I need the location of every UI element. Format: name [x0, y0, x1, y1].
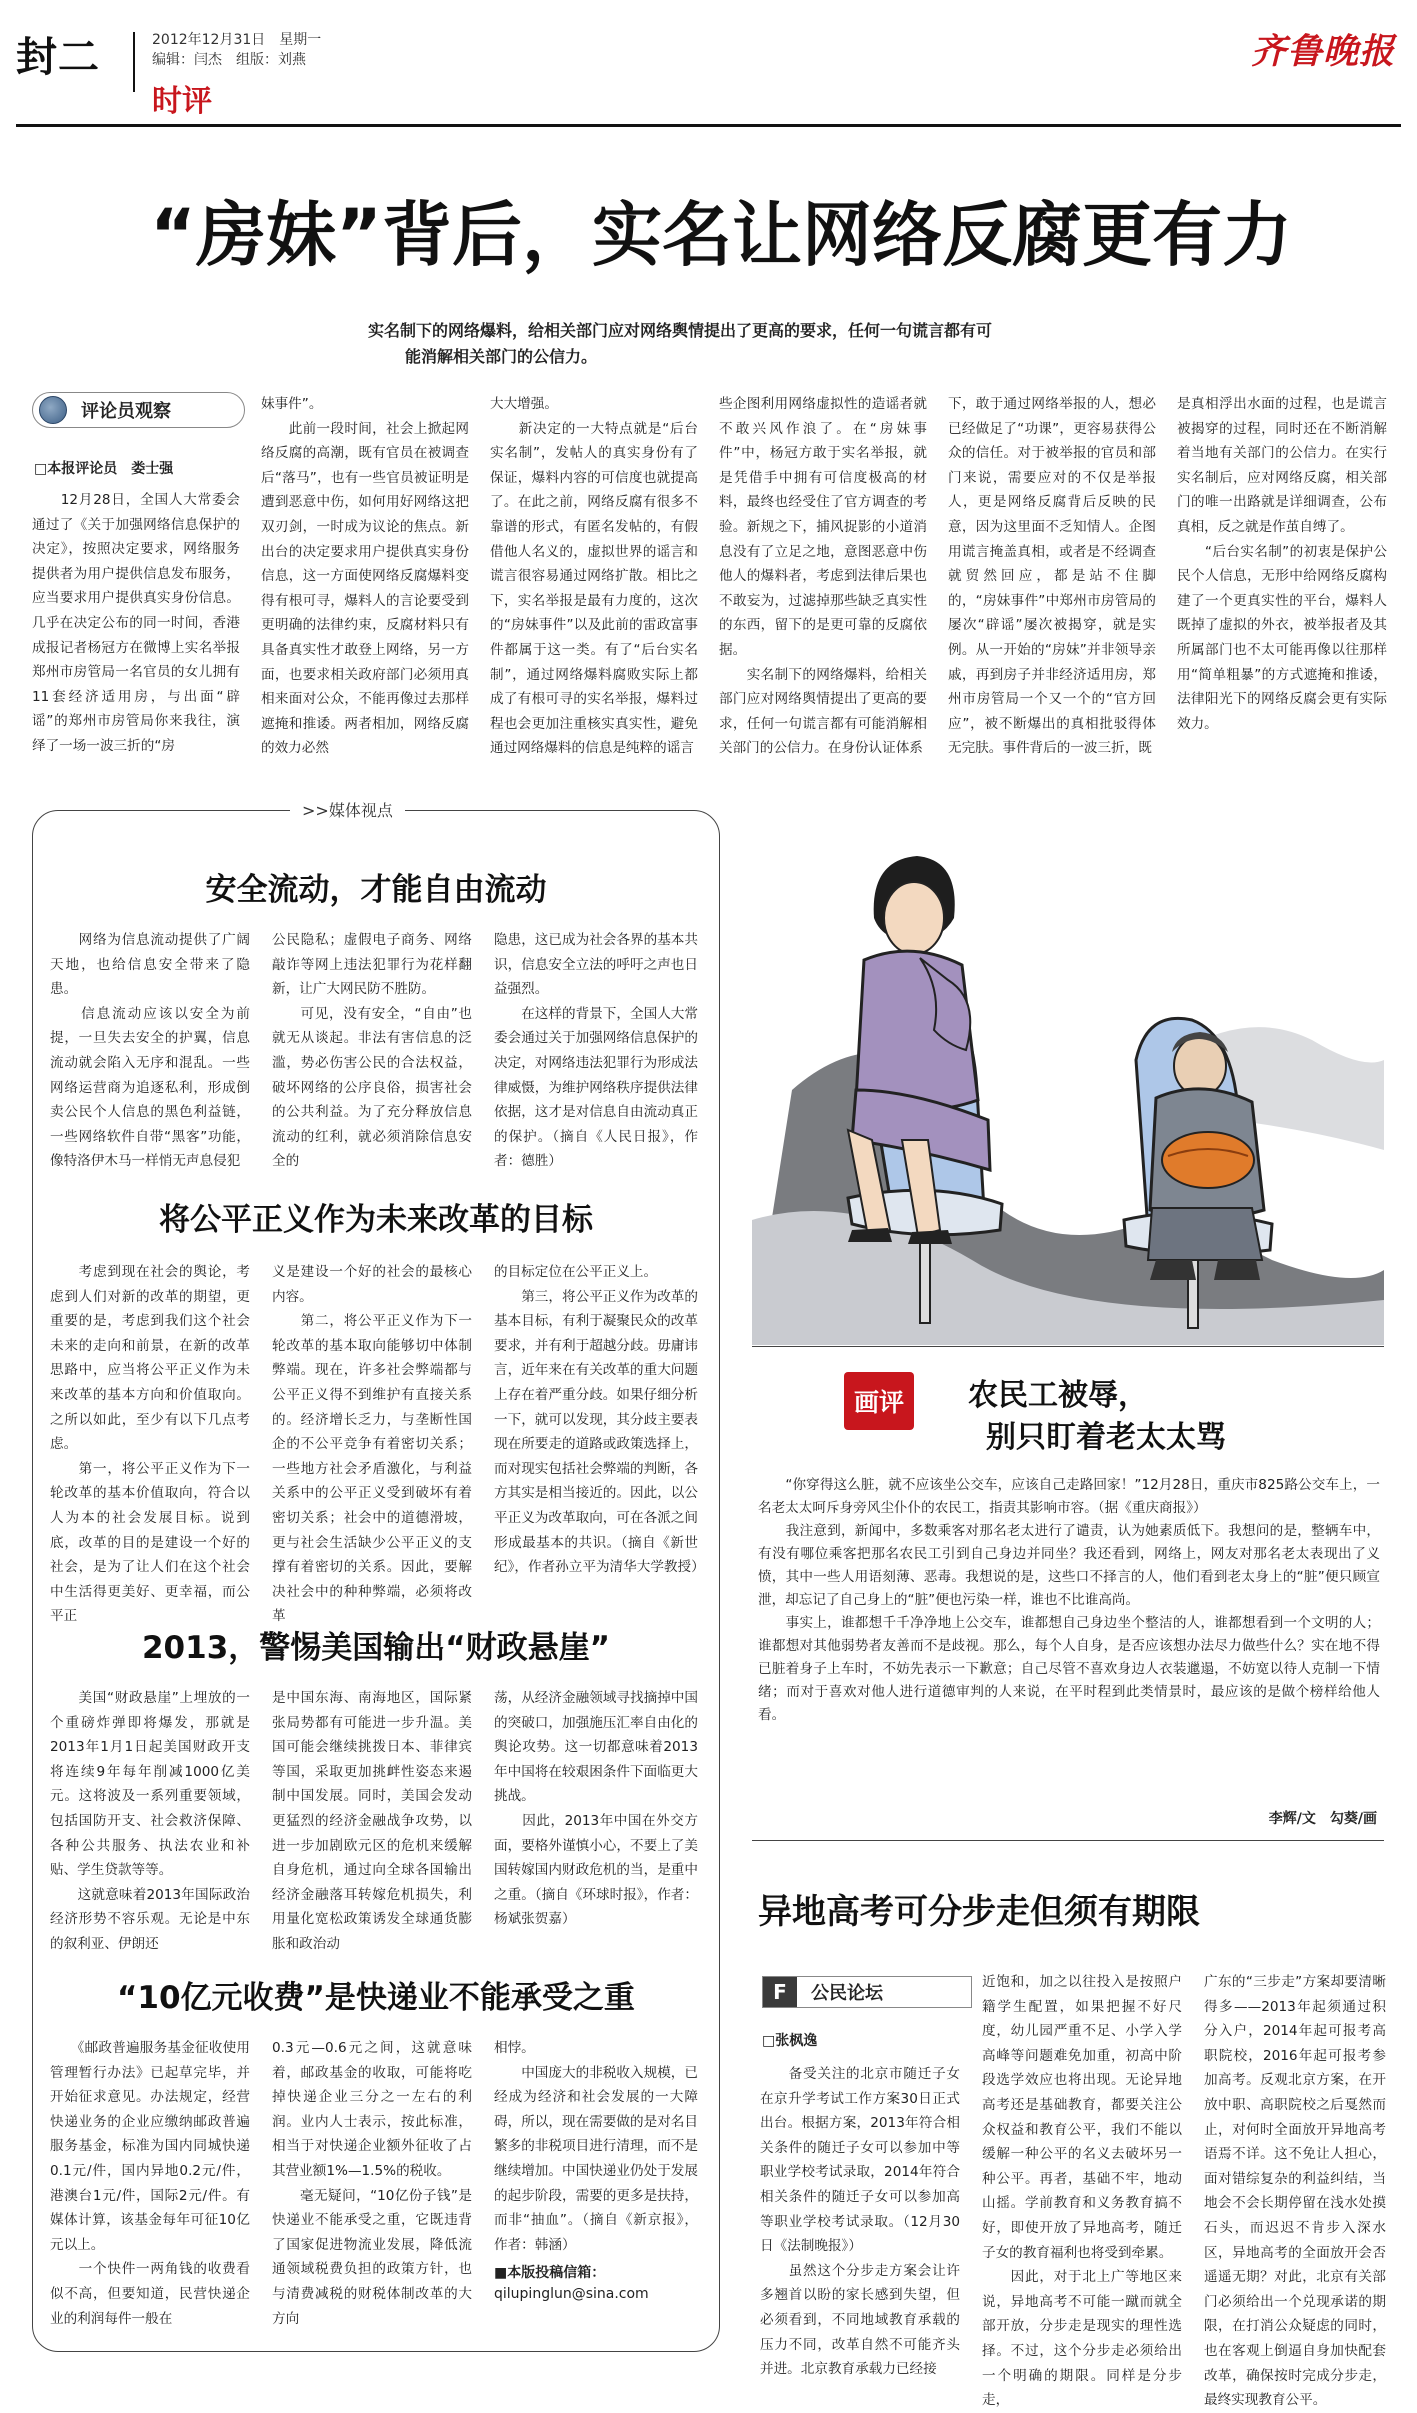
gaokao-col-1: 备受关注的北京市随迁子女在京升学考试工作方案30日正式出台。根据方案，2013年符合相关条件的随迁子女可以参加中等职业学校考试录取，2014年符合相关条件的随迁子女可以参加高等职业学校考试录取。（12月30日《法制晚报》） 虽然这个分步走方案会让许多翘首以盼的家长感到失望，但必须看到，不同地域教育承载的压力不同，改革自然不可能齐头并进。北京教育承载力已经接 — [760, 2066, 960, 2378]
contact-label: ■本版投稿信箱： — [494, 2265, 606, 2281]
article-2-col-1: 考虑到现在社会的舆论，考虑到人们对新的改革的期望，更重要的是，考虑到我们这个社会未来的走向和前景，在新的改革思路中，应当将公平正义作为未来改革的基本方向和价值取向。之所以如此，至少有以下几点考虑。 第一，将公平正义作为下一轮改革的基本价值取向，符合以人为本的社会发展目标。说到底，改革的目的是建设一个好的社会，是为了让人们在这个社会中生活得更美好、更幸福，而公平正 — [50, 1264, 250, 1625]
media-viewpoint-label: >>媒体视点 — [290, 800, 405, 822]
cartoon-title-line2: 别只盯着老太太骂 — [986, 1420, 1226, 1455]
forum-badge — [762, 1976, 972, 2008]
article-4-col-3: 相悖。 中国庞大的非税收入规模，已经成为经济和社会发展的一大障碍，所以，现在需要做的是对名目繁多的非税项目进行清理，而不是继续增加。中国快递业仍处于发展的起步阶段，需要的更多是扶持，而非“抽血”。（摘自《新京报》，作者：韩涵） — [494, 2040, 698, 2253]
article-3-col-2: 是中国东海、南海地区，国际紧张局势都有可能进一步升温。美国可能会继续挑拨日本、菲律宾等国，采取更加挑衅性姿态来遏制中国发展。同时，美国会发动更猛烈的经济金融战争攻势，以进一步加剧欧元区的危机来缓解自身危机，通过向全球各国输出经济金融落耳转嫁危机损失，利用量化宽松政策诱发全球通货膨胀和政治动 — [272, 1690, 472, 1952]
reviewer-badge-label: 评论员观察 — [81, 401, 171, 422]
globe-icon — [39, 396, 67, 424]
forum-badge-label: 公民论坛 — [811, 1983, 883, 2004]
article-2-col-3: 的目标定位在公平正义上。 第三，将公平正义作为改革的基本目标，有利于凝聚民众的改革要求，并有利于超越分歧。毋庸讳言，近年来在有关改革的重大问题上存在着严重分歧。如果仔细分析一下，就可以发现，其分歧主要表现在所要走的道路或政策选择上，而对现实包括社会弊端的判断，各方其实是相当接近的。因此，以公平正义为改革取向，可在各派之间形成最基本的共识。（摘自《新世纪》，作者孙立平为清华大学教授） — [494, 1264, 705, 1576]
article-2-title: 将公平正义作为未来改革的目标 — [159, 1202, 593, 1238]
main-col-2: 妹事件”。 此前一段时间，社会上掀起网络反腐的高潮，既有官员在被调查后“落马”，也有一些官员被证明是遭到恶意中伤，如何用好网络这把双刃剑，一时成为议论的焦点。新出台的决定要求用户提供真实身份信息，这一方面使网络反腐爆料变得有根可寻，爆料人的言论要受到更明确的法律约束，反腐材料只有具备真实性才敢登上网络，另一方面，也要求相关政府部门必须用真相来面对公众，不能再像过去那样遮掩和推诿。两者相加，网络反腐的效力必然 — [261, 396, 469, 757]
contact-email[interactable]: qilupinglun@sina.com — [494, 2286, 649, 2302]
cartoon-bottom-rule — [752, 1346, 1384, 1347]
reviewer-badge — [32, 392, 245, 428]
article-2-col-2: 义是建设一个好的社会的最核心内容。 第二，将公平正义作为下一轮改革的基本取向能够切中体制弊端。现在，许多社会弊端都与公平正义得不到维护有直接关系的。经济增长乏力，与垄断性国企的不公平竞争有着密切关系；一些地方社会矛盾激化，与利益关系中的公平正义受到破坏有着密切关系；社会中的道德滑坡，更与社会生活缺少公平正义的支撑有着密切的关系。因此，要解决社会中的种种弊端，必须将改革 — [272, 1264, 472, 1625]
article-4-col-2: 0.3元—0.6元之间，这就意味着，邮政基金的收取，可能将吃掉快递企业三分之一左右的利润。业内人士表示，按此标准，相当于对快递企业额外征收了占其营业额1%—1.5%的税收。 毫无疑问，“10亿份子钱”是快递业不能承受之重，它既违背了国家促进物流业发展，降低流通领域税费负担的政策方针，也与清费减税的财税体制改革的大方向 — [272, 2040, 472, 2327]
forum-icon: F — [763, 1977, 797, 2007]
editor-line: 编辑：闫杰 组版：刘燕 — [152, 52, 306, 68]
cartoon-section-rule — [752, 1840, 1384, 1841]
article-3-col-1: 美国“财政悬崖”上埋放的一个重磅炸弹即将爆发，那就是2013年1月1日起美国财政开支将连续9年每年削减1000亿美元。这将波及一系列重要领域，包括国防开支、社会救济保障、各种公共服务、执法农业和补贴、学生贷款等等。 这就意味着2013年国际政治经济形势不容乐观。无论是中东的叙利亚、伊朗还 — [50, 1690, 250, 1952]
main-col-5: 下，敢于通过网络举报的人，想必已经做足了“功课”，更容易获得公众的信任。对于被举报的官员和部门来说，需要应对的不仅是举报人，更是网络反腐背后反映的民意，因为这里面不乏知情人。企图用谎言掩盖真相，或者是不经调查就贸然回应，都是站不住脚的，“房妹事件”中郑州市房管局的屡次“辟谣”屡次被揭穿，就是实例。从一开始的“房妹”并非领导亲戚，再到房子并非经济适用房，郑州市房管局一个又一个的“官方回应”，被不断爆出的真相批驳得体无完肤。事件背后的一波三折，既 — [948, 396, 1156, 757]
cartoon-illustration — [752, 790, 1384, 1345]
cartoon-body: “你穿得这么脏，就不应该坐公交车，应该自己走路回家！”12月28日，重庆市825路公交车上，一名老太太呵斥身旁风尘仆仆的农民工，指责其影响市容。（据《重庆商报》） 我注意到，新闻中，多数乘客对那名老太进行了谴责，认为她素质低下。我想问的是，整辆车中，有没有哪位乘客把那名农民工引到自己身边并同坐？我还看到，网络上，网友对那名老太表现出了义愤，其中一些人用语刻薄、恶毒。我想说的是，这些口不择言的人，他们看到老太身上的“脏”便只顾宣泄，却忘记了自己身上的“脏”便也污染一样，谁也不比谁高尚。 事实上，谁都想千千净净地上公交车，谁都想自己身边坐个整洁的人，谁都想看到一个文明的人；谁都想对其他弱势者友善而不是歧视。那么，每个人自身，是否应该想办法尽力做些什么？实在地不得已脏着身子上车时，不妨先表示一下歉意；自己尽管不喜欢身边人衣装邋遢，不妨宽以待人克制一下情绪；而对于喜欢对他人进行道德审判的人来说，在平时程到此类情景时，最应该的是做个榜样给他人看。 — [758, 1477, 1380, 1723]
date-line: 2012年12月31日 星期一 — [152, 32, 322, 48]
gaokao-byline: □张枫逸 — [762, 2033, 818, 2049]
article-1-title: 安全流动，才能自由流动 — [205, 872, 547, 908]
main-col-6: 是真相浮出水面的过程，也是谎言被揭穿的过程，同时还在不断消解着当地有关部门的公信力。在实行实名制后，应对网络反腐，相关部门的唯一出路就是详细调查，公布真相，反之就是作茧自缚了。 “后台实名制”的初衷是保护公民个人信息，无形中给网络反腐构建了一个更真实性的平台，爆料人既掉了虚拟的外衣，被举报者及其所属部门也不太可能再像以往那样用“简单粗暴”的方式遮掩和推诿，法律阳光下的网络反腐会更有实际效力。 — [1177, 396, 1387, 732]
main-col-4: 些企图利用网络虚拟性的造谣者就不敢兴风作浪了。在“房妹事件”中，杨冠方敢于实名举报，就是凭借手中拥有可信度极高的材料，最终也经受住了官方调查的考验。新规之下，捕风捉影的小道消息没有了立足之地，意图恶意中伤他人的爆料者，考虑到法律后果也不敢妄为，过滤掉那些缺乏真实性的东西，留下的是更可靠的反腐依据。 实名制下的网络爆料，给相关部门应对网络舆情提出了更高的要求，任何一句谎言都有可能消解相关部门的公信力。在身份认证体系 — [719, 396, 927, 757]
cartoon-badge — [844, 1372, 914, 1430]
gaokao-col-2: 近饱和，加之以往投入是按照户籍学生配置，如果把握不好尺度，幼儿园严重不足、小学入学高峰等问题难免加重，初高中阶段选学效应也将出现。无论异地高考还是基础教育，都要关注公众权益和教育公平，我们不能以缓解一种公平的名义去破坏另一种公平。再者，基础不牢，地动山摇。学前教育和义务教育搞不好，即使开放了异地高考，随迁子女的教育福利也将受到牵累。 因此，对于北上广等地区来说，异地高考不可能一蹴而就全部开放，分步走是现实的理性选择。不过，这个分步走必须给出一个明确的期限。同样是分步走， — [982, 1974, 1182, 2409]
article-3-col-3: 荡，从经济金融领域寻找摘掉中国的突破口，加强施压汇率自由化的舆论攻势。这一切都意味着2013年中国将在较艰困条件下面临更大挑战。 因此，2013年中国在外交方面，要格外谨慎小心，不要上了美国转嫁国内财政危机的当，是重中之重。（摘自《环球时报》，作者：杨斌张贺嘉） — [494, 1690, 698, 1928]
article-4-col-1: 《邮政普遍服务基金征收使用管理暂行办法》已起草完毕，并开始征求意见。办法规定，经营快递业务的企业应缴纳邮政普遍服务基金，标准为国内同城快递0.1元/件，国内异地0.2元/件，港澳台1元/件，国际2元/件。有媒体计算，该基金每年可征10亿元以上。 一个快件一两角钱的收费看似不高，但要知道，民营快递企业的利润每件一般在 — [50, 2040, 250, 2327]
main-byline: □本报评论员 娄士强 — [34, 461, 174, 477]
column-label: 时评 — [152, 84, 212, 119]
newspaper-logo: 齐鲁晚报 — [1250, 31, 1395, 72]
main-col-1: 12月28日，全国人大常委会通过了《关于加强网络信息保护的决定》，按照决定要求，网络服务提供者为用户提供信息发布服务，应当要求用户提供真实身份信息。几乎在决定公布的同一时间，香港成报记者杨冠方在微博上实名举报郑州市房管局一名官员的女儿拥有11套经济适用房，与出面“辟谣”的郑州市房管局你来我往，演绎了一场一波三折的“房 — [32, 492, 240, 754]
main-deck-line2: 能消解相关部门的公信力。 — [405, 347, 598, 366]
cartoon-badge-label: 画评 — [853, 1388, 904, 1417]
article-4-title: “10亿元收费”是快递业不能承受之重 — [117, 1980, 635, 2016]
article-3-title: 2013，警惕美国输出“财政悬崖” — [141, 1630, 611, 1666]
gaokao-title: 异地高考可分步走但须有期限 — [758, 1892, 1200, 1932]
header-divider — [133, 32, 135, 92]
page-section: 封二 — [16, 33, 100, 81]
cartoon-title-line1: 农民工被辱， — [968, 1378, 1148, 1413]
article-1-col-3: 隐患，这已成为社会各界的基本共识，信息安全立法的呼吁之声也日益强烈。 在这样的背景下，全国人大常委会通过关于加强网络信息保护的决定，对网络违法犯罪行为形成法律威慑，为维护网络秩序提供法律依据，这才是对信息自由流动真正的保护。（摘自《人民日报》，作者：德胜） — [494, 932, 698, 1170]
article-1-col-2: 公民隐私；虚假电子商务、网络敲诈等网上违法犯罪行为花样翻新，让广大网民防不胜防。 可见，没有安全，“自由”也就无从谈起。非法有害信息的泛滥，势必伤害公民的合法权益，破坏网络的公序良俗，损害社会的公共利益。为了充分释放信息流动的红利，就必须消除信息安全的 — [272, 932, 472, 1170]
header-rule — [16, 124, 1401, 127]
gaokao-col-3: 广东的“三步走”方案却要清晰得多——2013年起须通过积分入户，2014年起可报考高职院校，2016年起可报考参加高考。反观北京方案，在开放中职、高职院校之后戛然而止，对何时全面放开异地高考语焉不详。这不免让人担心，面对错综复杂的利益纠结，当地会不会长期停留在浅水处摸石头，而迟迟不肯步入深水区，异地高考的全面放开会否遥遥无期？对此，北京有关部门必须给出一个兑现承诺的期限，在打消公众疑虑的同时，也在客观上倒逼自身加快配套改革，确保按时完成分步走，最终实现教育公平。 — [1204, 1974, 1386, 2409]
article-1-col-1: 网络为信息流动提供了广阔天地，也给信息安全带来了隐患。 信息流动应该以安全为前提，一旦失去安全的护翼，信息流动就会陷入无序和混乱。一些网络运营商为追逐私利，形成倒卖公民个人信息的黑色利益链，一些网络软件自带“黑客”功能，像特洛伊木马一样悄无声息侵犯 — [50, 932, 250, 1170]
cartoon-credit: 李辉/文 勾葵/画 — [1268, 1811, 1377, 1827]
main-headline: “房妹”背后，实名让网络反腐更有力 — [150, 194, 1293, 276]
main-deck-line1: 实名制下的网络爆料，给相关部门应对网络舆情提出了更高的要求，任何一句谎言都有可 — [368, 321, 993, 340]
main-col-3: 大大增强。 新决定的一大特点就是“后台实名制”，发帖人的真实身份有了保证，爆料内容的可信度也就提高了。在此之前，网络反腐有很多不靠谱的形式，有匿名发帖的，有假借他人名义的，虚拟世界的谣言和谎言很容易通过网络扩散。相比之下，实名举报是最有力度的，这次的“房妹事件”以及此前的雷政富事件都属于这一类。有了“后台实名制”，通过网络爆料腐败实际上都成了有根可寻的实名举报，爆料过程也会更加注重核实真实性，避免通过网络爆料的信息是纯粹的谣言 — [490, 396, 698, 757]
